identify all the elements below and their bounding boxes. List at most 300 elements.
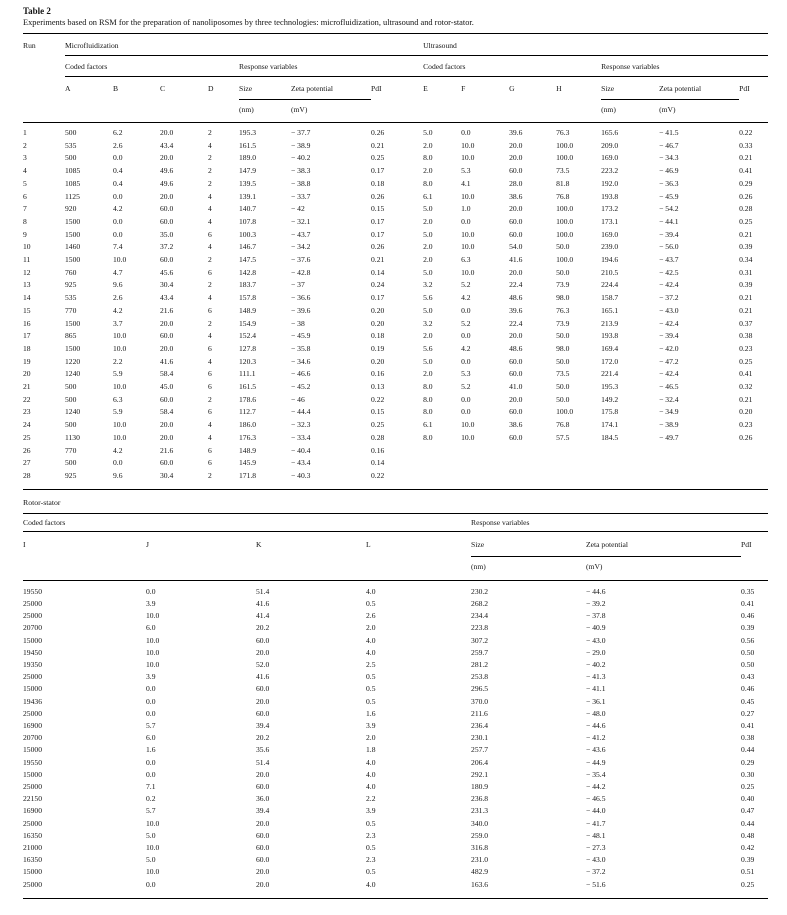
cell: 49.6 bbox=[160, 166, 174, 176]
cell: − 33.4 bbox=[291, 432, 311, 442]
cell: 4.2 bbox=[113, 305, 123, 315]
cell: 0.17 bbox=[371, 166, 385, 176]
table-row bbox=[23, 191, 768, 204]
cell: 20.0 bbox=[160, 343, 174, 353]
table-row bbox=[23, 610, 768, 622]
table-row bbox=[23, 381, 768, 394]
cell bbox=[739, 470, 768, 489]
cell bbox=[509, 445, 556, 458]
cell: 173.2 bbox=[601, 204, 619, 214]
cell: 20.0 bbox=[160, 191, 174, 201]
table-row bbox=[23, 781, 768, 793]
cell: 4 bbox=[208, 191, 212, 201]
cell: 60.0 bbox=[256, 842, 270, 852]
col-header-run: Run bbox=[23, 41, 36, 50]
cell: 20.0 bbox=[256, 647, 270, 657]
cell: 39.6 bbox=[509, 305, 523, 315]
cell: 20.0 bbox=[509, 153, 523, 163]
cell: 0.0 bbox=[146, 684, 156, 694]
cell: 0.5 bbox=[366, 684, 376, 694]
cell: 0.15 bbox=[371, 407, 385, 417]
cell: 6.1 bbox=[423, 420, 433, 430]
cell: 259.0 bbox=[471, 830, 489, 840]
cell: 50.0 bbox=[556, 382, 570, 392]
cell: 0.44 bbox=[741, 818, 755, 828]
cell: 0.41 bbox=[739, 369, 753, 379]
cell: 0.0 bbox=[113, 458, 123, 468]
cell: 58.4 bbox=[160, 407, 174, 417]
cell: 6 bbox=[208, 407, 212, 417]
cell: 6 bbox=[208, 458, 212, 468]
cell: 0.44 bbox=[741, 745, 755, 755]
cell: − 42.4 bbox=[659, 318, 679, 328]
cell: 4 bbox=[208, 420, 212, 430]
cell: 60.0 bbox=[160, 204, 174, 214]
cell: 161.5 bbox=[239, 140, 257, 150]
cell: 0.17 bbox=[371, 216, 385, 226]
cell: − 44.1 bbox=[659, 216, 679, 226]
cell: 100.0 bbox=[556, 407, 574, 417]
table-row bbox=[23, 152, 768, 165]
cell: 49.6 bbox=[160, 178, 174, 188]
table-row bbox=[23, 318, 768, 331]
cell: − 41.2 bbox=[586, 733, 606, 743]
cell: 3.2 bbox=[423, 318, 433, 328]
cell bbox=[601, 470, 659, 489]
cell: 15000 bbox=[23, 635, 42, 645]
section-header-ultrasound: Ultrasound bbox=[423, 34, 768, 56]
cell: 4.7 bbox=[113, 267, 123, 277]
cell: 6 bbox=[23, 191, 27, 201]
cell: − 43.7 bbox=[291, 229, 311, 239]
cell: 22.4 bbox=[509, 280, 523, 290]
cell: − 36.6 bbox=[291, 293, 311, 303]
cell: 4.2 bbox=[461, 343, 471, 353]
cell: 0.22 bbox=[371, 470, 385, 480]
cell: 1500 bbox=[65, 216, 81, 226]
cell bbox=[659, 470, 739, 489]
cell: 500 bbox=[65, 128, 77, 137]
cell: 184.5 bbox=[601, 432, 619, 442]
cell: 41.6 bbox=[256, 598, 270, 608]
cell: 316.8 bbox=[471, 842, 489, 852]
table-row bbox=[23, 854, 768, 866]
cell: 20.0 bbox=[160, 128, 174, 137]
cell: 482.9 bbox=[471, 867, 489, 877]
cell: − 32.4 bbox=[659, 394, 679, 404]
cell: − 37.2 bbox=[659, 293, 679, 303]
cell: 0.0 bbox=[113, 216, 123, 226]
cell: 76.3 bbox=[556, 305, 570, 315]
cell bbox=[601, 457, 659, 470]
cell: 2 bbox=[208, 318, 212, 328]
group-header-response-variables-ultra: Response variables bbox=[601, 56, 768, 77]
cell: 20700 bbox=[23, 733, 42, 743]
cell: 4.2 bbox=[461, 293, 471, 303]
cell: 25000 bbox=[23, 598, 42, 608]
unit-zeta-rotor: (mV) bbox=[586, 561, 603, 571]
cell: 0.26 bbox=[739, 432, 753, 442]
cell: 2 bbox=[208, 255, 212, 265]
spacer-cell bbox=[256, 556, 366, 580]
cell: 0.46 bbox=[741, 684, 755, 694]
cell: 0.0 bbox=[146, 696, 156, 706]
cell: 1125 bbox=[65, 191, 80, 201]
cell: 253.8 bbox=[471, 672, 489, 682]
cell: 0.50 bbox=[741, 647, 755, 657]
cell: 50.0 bbox=[556, 242, 570, 252]
cell: 4.0 bbox=[366, 769, 376, 779]
cell: 10.0 bbox=[113, 331, 127, 341]
cell: 6 bbox=[208, 229, 212, 239]
cell: 8 bbox=[23, 216, 27, 226]
cell: 16350 bbox=[23, 855, 42, 865]
cell: 192.0 bbox=[601, 178, 619, 188]
cell: 60.0 bbox=[160, 216, 174, 226]
cell: 50.0 bbox=[556, 394, 570, 404]
table-row bbox=[23, 406, 768, 419]
spacer-cell bbox=[509, 100, 556, 123]
cell bbox=[556, 457, 601, 470]
cell: 5.3 bbox=[461, 166, 471, 176]
cell: 1240 bbox=[65, 369, 81, 379]
cell: 0.26 bbox=[739, 191, 753, 201]
cell: 0.41 bbox=[741, 598, 755, 608]
cell: − 29.0 bbox=[586, 647, 606, 657]
cell: 169.0 bbox=[601, 229, 619, 239]
spacer-cell bbox=[739, 100, 768, 123]
cell: 0.25 bbox=[371, 420, 385, 430]
table-row bbox=[23, 267, 768, 280]
cell: 149.2 bbox=[601, 394, 619, 404]
table-row bbox=[23, 769, 768, 781]
cell: 370.0 bbox=[471, 696, 489, 706]
cell: 223.2 bbox=[601, 166, 619, 176]
cell: 2.0 bbox=[423, 242, 433, 252]
col-header-factor-f: F bbox=[461, 84, 466, 93]
table-row bbox=[23, 203, 768, 216]
cell: − 34.3 bbox=[659, 153, 679, 163]
cell: 73.9 bbox=[556, 318, 570, 328]
cell: 16900 bbox=[23, 720, 42, 730]
cell: 0.4 bbox=[113, 178, 123, 188]
cell: − 43.0 bbox=[659, 305, 679, 315]
cell: − 56.0 bbox=[659, 242, 679, 252]
col-header-factor-b: B bbox=[113, 84, 119, 93]
table-row bbox=[23, 445, 768, 458]
cell: 760 bbox=[65, 267, 77, 277]
cell: 6 bbox=[208, 267, 212, 277]
cell: 0.5 bbox=[366, 818, 376, 828]
cell: 171.8 bbox=[239, 470, 257, 480]
spacer-cell bbox=[160, 100, 208, 123]
cell: − 48.0 bbox=[586, 708, 606, 718]
cell: 1500 bbox=[65, 343, 81, 353]
cell: 0.0 bbox=[146, 708, 156, 718]
cell: 172.0 bbox=[601, 356, 619, 366]
cell: 183.7 bbox=[239, 280, 257, 290]
cell: 221.4 bbox=[601, 369, 619, 379]
cell: 0.39 bbox=[741, 623, 755, 633]
cell: 0.28 bbox=[739, 204, 753, 214]
table-caption: Experiments based on RSM for the preparation of nanoliposomes by three technologies: microfluidization, ultrasound and rotor-stator. bbox=[23, 18, 474, 27]
spacer-cell bbox=[371, 100, 423, 123]
cell: 100.0 bbox=[556, 153, 574, 163]
cell: 5.0 bbox=[146, 830, 156, 840]
cell: − 44.4 bbox=[291, 407, 311, 417]
cell bbox=[556, 470, 601, 489]
cell: 0.5 bbox=[366, 672, 376, 682]
cell: 41.6 bbox=[509, 255, 523, 265]
cell: 28.0 bbox=[509, 178, 523, 188]
cell: 0.0 bbox=[146, 769, 156, 779]
cell: 2 bbox=[23, 140, 27, 150]
cell: 0.31 bbox=[739, 267, 753, 277]
cell: 37.2 bbox=[160, 242, 174, 252]
cell bbox=[509, 470, 556, 489]
cell: 60.0 bbox=[509, 166, 523, 176]
cell: 281.2 bbox=[471, 659, 489, 669]
cell: − 37.7 bbox=[291, 128, 311, 137]
cell: 8.0 bbox=[423, 407, 433, 417]
cell: − 40.9 bbox=[586, 623, 606, 633]
table-row bbox=[23, 178, 768, 191]
cell: − 37.8 bbox=[586, 611, 606, 621]
spacer-cell bbox=[366, 556, 471, 580]
cell: 1085 bbox=[65, 178, 81, 188]
cell: 8.0 bbox=[423, 382, 433, 392]
cell: 146.7 bbox=[239, 242, 257, 252]
cell: 500 bbox=[65, 458, 77, 468]
cell: 24 bbox=[23, 420, 31, 430]
cell: 1500 bbox=[65, 255, 81, 265]
cell: 120.3 bbox=[239, 356, 257, 366]
cell: 180.9 bbox=[471, 781, 489, 791]
cell: 98.0 bbox=[556, 343, 570, 353]
cell: 500 bbox=[65, 153, 77, 163]
cell: 0.23 bbox=[739, 420, 753, 430]
table-row bbox=[23, 708, 768, 720]
cell: 20.0 bbox=[160, 318, 174, 328]
rotor-table-header bbox=[23, 514, 768, 581]
cell: 1240 bbox=[65, 407, 81, 417]
table-row bbox=[23, 394, 768, 407]
cell: 20.0 bbox=[509, 204, 523, 214]
cell: 0.37 bbox=[739, 318, 753, 328]
cell: 0.56 bbox=[741, 635, 755, 645]
cell: 10.0 bbox=[146, 647, 160, 657]
cell: 4.0 bbox=[366, 781, 376, 791]
cell: 1 bbox=[23, 128, 27, 137]
cell: 2 bbox=[208, 470, 212, 480]
unit-zeta-ultra: (mV) bbox=[659, 105, 676, 114]
cell: − 42.8 bbox=[291, 267, 311, 277]
cell: 2 bbox=[208, 178, 212, 188]
cell: 45.6 bbox=[160, 267, 174, 277]
cell: 259.7 bbox=[471, 647, 489, 657]
table-row bbox=[23, 696, 768, 708]
unit-size-micro: (nm) bbox=[239, 105, 254, 114]
cell: 169.4 bbox=[601, 343, 619, 353]
cell: − 45.2 bbox=[291, 382, 311, 392]
cell: 2.5 bbox=[366, 659, 376, 669]
cell: − 40.3 bbox=[291, 470, 311, 480]
cell: 5.7 bbox=[146, 806, 156, 816]
cell: 0.25 bbox=[739, 216, 753, 226]
table-row bbox=[23, 793, 768, 805]
table-row bbox=[23, 241, 768, 254]
cell: − 34.9 bbox=[659, 407, 679, 417]
cell: 10.0 bbox=[146, 659, 160, 669]
cell: 0.0 bbox=[146, 586, 156, 596]
table-row bbox=[23, 457, 768, 470]
cell: 189.0 bbox=[239, 153, 257, 163]
cell: 1500 bbox=[65, 229, 81, 239]
cell: 60.0 bbox=[160, 458, 174, 468]
cell: 25000 bbox=[23, 781, 42, 791]
cell: 6.3 bbox=[461, 255, 471, 265]
cell bbox=[423, 457, 461, 470]
cell: 100.0 bbox=[556, 255, 574, 265]
table-row bbox=[23, 470, 768, 489]
cell: 2 bbox=[208, 128, 212, 137]
cell: 76.8 bbox=[556, 191, 570, 201]
cell: 209.0 bbox=[601, 140, 619, 150]
cell: 2.0 bbox=[366, 623, 376, 633]
cell: 236.4 bbox=[471, 720, 489, 730]
cell: 25000 bbox=[23, 611, 42, 621]
group-header-coded-factors-ultra: Coded factors bbox=[423, 56, 601, 77]
cell: 2.0 bbox=[423, 255, 433, 265]
cell bbox=[461, 457, 509, 470]
cell: 7 bbox=[23, 204, 27, 214]
cell: 0.20 bbox=[371, 318, 385, 328]
cell: 1130 bbox=[65, 432, 80, 442]
cell bbox=[659, 457, 739, 470]
cell: − 39.4 bbox=[659, 229, 679, 239]
cell: 43.4 bbox=[160, 293, 174, 303]
cell: 2.0 bbox=[366, 733, 376, 743]
cell: 100.0 bbox=[556, 204, 574, 214]
group-header-response-variables-rotor: Response variables bbox=[471, 514, 768, 532]
cell: 1.8 bbox=[366, 745, 376, 755]
cell: 60.0 bbox=[509, 432, 523, 442]
cell: 20 bbox=[23, 369, 31, 379]
cell: 4 bbox=[208, 242, 212, 252]
cell: 3.9 bbox=[146, 672, 156, 682]
cell: 10.0 bbox=[461, 191, 475, 201]
cell: 20.0 bbox=[509, 267, 523, 277]
table-row bbox=[23, 671, 768, 683]
table-row bbox=[23, 580, 768, 598]
cell: 2.0 bbox=[423, 166, 433, 176]
cell: 19436 bbox=[23, 696, 42, 706]
cell: 20.2 bbox=[256, 623, 270, 633]
cell: 8.0 bbox=[423, 178, 433, 188]
cell: 257.7 bbox=[471, 745, 489, 755]
cell: 0.5 bbox=[366, 696, 376, 706]
cell: 111.1 bbox=[239, 369, 256, 379]
cell: 0.25 bbox=[371, 153, 385, 163]
table-row bbox=[23, 254, 768, 267]
cell: − 38.9 bbox=[659, 420, 679, 430]
cell: 0.20 bbox=[371, 305, 385, 315]
cell: 20.0 bbox=[509, 394, 523, 404]
cell: 100.0 bbox=[556, 140, 574, 150]
cell: 5.9 bbox=[113, 369, 123, 379]
cell: − 46.5 bbox=[586, 794, 606, 804]
cell: 193.8 bbox=[601, 331, 619, 341]
cell: 5.0 bbox=[423, 356, 433, 366]
col-header-factor-e: E bbox=[423, 84, 428, 93]
cell bbox=[739, 457, 768, 470]
cell: 4.0 bbox=[366, 647, 376, 657]
table-row bbox=[23, 123, 768, 140]
cell: 19550 bbox=[23, 757, 42, 767]
cell: 20700 bbox=[23, 623, 42, 633]
col-header-factor-g: G bbox=[509, 84, 515, 93]
cell: 22 bbox=[23, 394, 31, 404]
cell: 0.21 bbox=[371, 255, 385, 265]
cell: 4 bbox=[208, 293, 212, 303]
cell: 5.0 bbox=[423, 128, 433, 137]
cell: 60.0 bbox=[509, 369, 523, 379]
cell: 20.0 bbox=[256, 818, 270, 828]
cell: 127.8 bbox=[239, 343, 257, 353]
cell bbox=[739, 445, 768, 458]
cell: 9 bbox=[23, 229, 27, 239]
cell: 154.9 bbox=[239, 318, 257, 328]
cell: − 44.0 bbox=[586, 806, 606, 816]
cell: 0.0 bbox=[113, 191, 123, 201]
main-table-body bbox=[23, 123, 768, 490]
cell: − 47.2 bbox=[659, 356, 679, 366]
spacer-cell bbox=[208, 100, 239, 123]
cell: 2.2 bbox=[366, 794, 376, 804]
table-row bbox=[23, 805, 768, 817]
cell: 2.0 bbox=[423, 216, 433, 226]
cell: 20.0 bbox=[509, 140, 523, 150]
col-header-factor-l: L bbox=[366, 539, 371, 549]
cell: 142.8 bbox=[239, 267, 257, 277]
cell: 76.3 bbox=[556, 128, 570, 137]
cell: 0.5 bbox=[366, 867, 376, 877]
cell: 60.0 bbox=[160, 255, 174, 265]
cell: 19 bbox=[23, 356, 31, 366]
cell: 27 bbox=[23, 458, 31, 468]
cell: 10.0 bbox=[146, 635, 160, 645]
cell: 210.5 bbox=[601, 267, 619, 277]
cell: 1460 bbox=[65, 242, 81, 252]
cell: 23 bbox=[23, 407, 31, 417]
cell: 500 bbox=[65, 420, 77, 430]
cell: 100.0 bbox=[556, 216, 574, 226]
cell: 14 bbox=[23, 293, 31, 303]
table-row bbox=[23, 744, 768, 756]
cell: 10.0 bbox=[113, 255, 127, 265]
cell: 10.0 bbox=[461, 229, 475, 239]
cell: 6 bbox=[208, 445, 212, 455]
cell: 4 bbox=[208, 356, 212, 366]
cell: − 41.1 bbox=[586, 684, 606, 694]
col-header-factor-c: C bbox=[160, 84, 166, 93]
cell: 0.26 bbox=[371, 191, 385, 201]
cell: 139.5 bbox=[239, 178, 257, 188]
table-row bbox=[23, 720, 768, 732]
cell: 6 bbox=[208, 343, 212, 353]
cell: 60.0 bbox=[509, 356, 523, 366]
cell: 76.8 bbox=[556, 420, 570, 430]
